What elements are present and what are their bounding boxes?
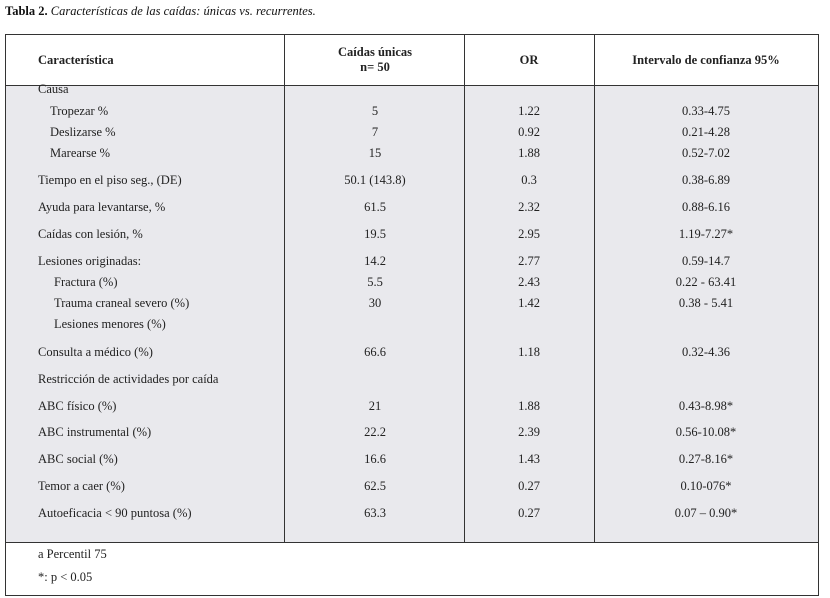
- cell-caidas-unicas: 30: [368, 296, 382, 310]
- header-caidas-line1: Caídas únicas: [338, 45, 412, 59]
- cell-intervalo: 0.27-8.16*: [678, 452, 734, 466]
- cell-or: 0.3: [521, 173, 537, 187]
- cell-caidas-unicas: 5: [371, 104, 379, 118]
- cell-intervalo: 0.59-14.7: [682, 254, 730, 268]
- row-label: Consulta a médico (%): [38, 345, 153, 359]
- table-row: [6, 370, 818, 388]
- cell-or: 0.27: [518, 506, 540, 520]
- table-row: [6, 343, 818, 361]
- footnote-significance: *: p < 0.05: [38, 570, 93, 584]
- table-row: [6, 102, 818, 120]
- table-row: [6, 450, 818, 468]
- cell-intervalo: 0.52-7.02: [682, 146, 730, 160]
- table-header: [6, 35, 818, 86]
- table-row: [6, 315, 818, 333]
- row-label: Caídas con lesión, %: [38, 227, 143, 241]
- table-row: [6, 252, 818, 270]
- header-divider: [284, 35, 285, 85]
- caption-text: Características de las caídas: únicas vs. recurrentes.: [50, 4, 316, 18]
- cell-caidas-unicas: 63.3: [364, 506, 386, 520]
- row-label: ABC social (%): [38, 452, 118, 466]
- cell-or: 2.95: [518, 227, 540, 241]
- row-label: Lesiones menores (%): [54, 317, 166, 331]
- table-row: [6, 397, 818, 415]
- row-label: Causa: [38, 82, 69, 96]
- cell-caidas-unicas: 50.1 (143.8): [344, 173, 406, 187]
- table-row: [6, 423, 818, 441]
- row-label: Lesiones originadas:: [38, 254, 142, 268]
- row-label: Ayuda para levantarse, %: [38, 200, 166, 214]
- cell-or: 0.92: [518, 125, 540, 139]
- footnote-percentil: a Percentil 75: [38, 547, 107, 561]
- cell-intervalo: 0.33-4.75: [682, 104, 730, 118]
- cell-intervalo: 0.07 – 0.90*: [674, 506, 738, 520]
- cell-or: 2.43: [518, 275, 540, 289]
- row-label: Marearse %: [50, 146, 111, 160]
- table-row: [6, 144, 818, 162]
- cell-caidas-unicas: 19.5: [364, 227, 386, 241]
- cell-or: 0.27: [518, 479, 540, 493]
- header-or: OR: [519, 52, 539, 67]
- header-caidas-unicas: [284, 35, 466, 85]
- table-body: [6, 82, 818, 543]
- cell-caidas-unicas: 21: [368, 399, 382, 413]
- table-row: [6, 294, 818, 312]
- header-divider: [594, 35, 595, 85]
- cell-intervalo: 0.88-6.16: [682, 200, 730, 214]
- header-divider: [464, 35, 465, 85]
- cell-caidas-unicas: 61.5: [364, 200, 386, 214]
- header-intervalo: Intervalo de confianza 95%: [632, 52, 780, 67]
- row-label: ABC instrumental (%): [38, 425, 152, 439]
- cell-caidas-unicas: 66.6: [364, 345, 386, 359]
- cell-or: 1.88: [518, 146, 540, 160]
- cell-or: 1.88: [518, 399, 540, 413]
- cell-caidas-unicas: 22.2: [364, 425, 386, 439]
- table-row: [6, 273, 818, 291]
- cell-intervalo: 0.38-6.89: [682, 173, 730, 187]
- row-label: Autoeficacia < 90 puntosa (%): [38, 506, 192, 520]
- table-row: [6, 504, 818, 522]
- row-label: Temor a caer (%): [38, 479, 125, 493]
- row-label: ABC físico (%): [38, 399, 117, 413]
- cell-caidas-unicas: 15: [368, 146, 382, 160]
- table-row: [6, 225, 818, 243]
- header-caidas-line2: n= 50: [360, 60, 390, 74]
- table-caption: [5, 4, 316, 19]
- row-label: Fractura (%): [54, 275, 118, 289]
- caption-label: Tabla 2.: [5, 4, 48, 18]
- cell-intervalo: 0.21-4.28: [682, 125, 730, 139]
- table-row: [6, 198, 818, 216]
- cell-caidas-unicas: 16.6: [364, 452, 386, 466]
- cell-or: 1.43: [518, 452, 540, 466]
- row-label: Tiempo en el piso seg., (DE): [38, 173, 182, 187]
- cell-or: 1.18: [518, 345, 540, 359]
- cell-intervalo: 0.32-4.36: [682, 345, 730, 359]
- cell-caidas-unicas: 14.2: [364, 254, 386, 268]
- table-row: [6, 171, 818, 189]
- cell-caidas-unicas: 5.5: [367, 275, 383, 289]
- cell-caidas-unicas: 7: [371, 125, 379, 139]
- cell-or: 2.32: [518, 200, 540, 214]
- cell-or: 2.39: [518, 425, 540, 439]
- cell-intervalo: 1.19-7.27*: [678, 227, 734, 241]
- row-label: Tropezar %: [50, 104, 109, 118]
- header-caracteristica: Característica: [38, 52, 114, 67]
- cell-intervalo: 0.22 - 63.41: [675, 275, 737, 289]
- table: [5, 34, 819, 596]
- table-row: [6, 477, 818, 495]
- row-label: Deslizarse %: [50, 125, 116, 139]
- cell-intervalo: 0.10-076*: [680, 479, 732, 493]
- row-label: Trauma craneal severo (%): [54, 296, 190, 310]
- cell-or: 1.42: [518, 296, 540, 310]
- table-row: [6, 123, 818, 141]
- cell-or: 2.77: [518, 254, 540, 268]
- cell-or: 1.22: [518, 104, 540, 118]
- cell-intervalo: 0.43-8.98*: [678, 399, 734, 413]
- table-row: [6, 80, 818, 98]
- cell-intervalo: 0.56-10.08*: [675, 425, 737, 439]
- cell-intervalo: 0.38 - 5.41: [678, 296, 734, 310]
- cell-caidas-unicas: 62.5: [364, 479, 386, 493]
- row-label: Restricción de actividades por caída: [38, 372, 219, 386]
